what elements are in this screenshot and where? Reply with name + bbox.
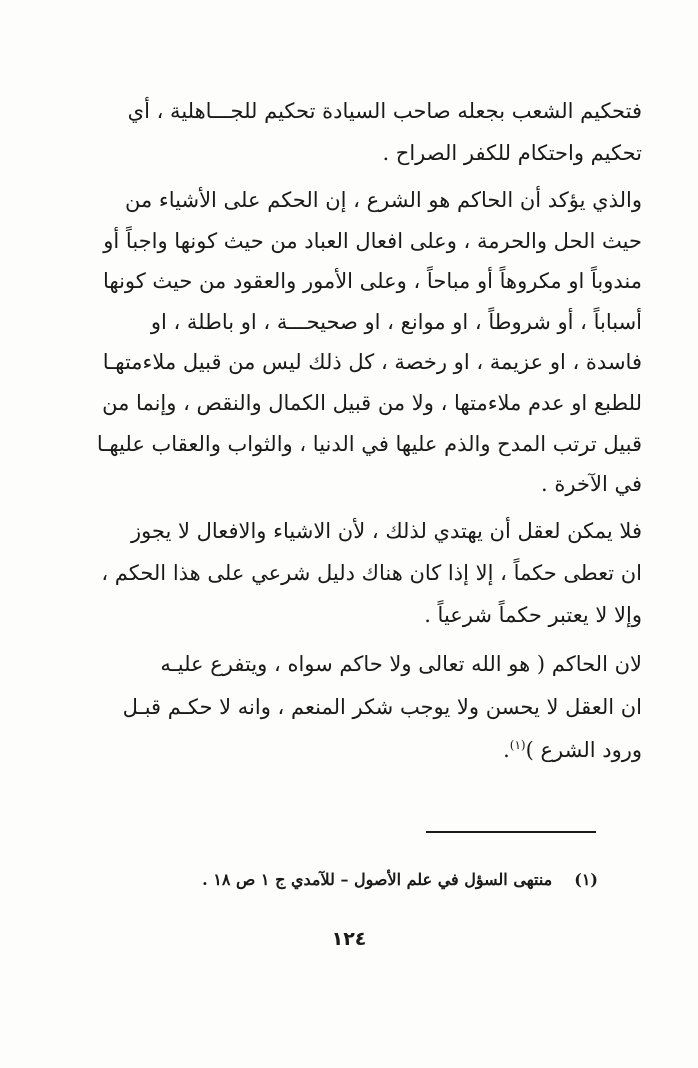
text-line-segment: ورود الشرع ) [525, 738, 642, 762]
text-line: لان الحاكم ( هو الله تعالى ولا حاكم سواه ، ويتفرع عليـه [160, 652, 642, 676]
footnote-divider [426, 831, 596, 833]
text-line: أسباباً ، أو شروطاً ، او موانع ، او صحيحـــة ، او باطلة ، او [150, 309, 642, 334]
footnote-reference[interactable]: (١) [509, 738, 526, 752]
text-line-with-footnote [52, 729, 642, 772]
trailing-period: . [503, 738, 510, 762]
page-number: ١٢٤ [331, 928, 367, 950]
text-line: والذي يؤكد أن الحاكم هو الشرع ، إن الحكم على الأشياء من [124, 188, 642, 212]
text-line: فلا يمكن لعقل أن يهتدي لذلك ، لأن الاشياء والافعال لا يجوز [130, 519, 642, 543]
paragraph-3 [52, 510, 642, 636]
footnote [202, 870, 598, 889]
footnote-text: منتهى السؤل في علم الأصول – للآمدي ج ١ ص ١٨ . [202, 870, 553, 889]
footnote-marker: (١) [574, 870, 598, 889]
paragraph-1 [52, 90, 642, 174]
text-line: قبيل ترتب المدح والذم عليها في الدنيا ، والثواب والعقاب عليهـا [96, 431, 642, 456]
paragraph-2 [52, 180, 642, 505]
text-line: في الآخرة . [541, 472, 642, 497]
text-line: ان العقل لا يحسن ولا يوجب شكر المنعم ، وانه لا حكـم قبـل [122, 695, 642, 719]
text-line: تحكيم واحتكام للكفر الصراح . [382, 141, 642, 165]
text-line: فاسدة ، او عزيمة ، او رخصة ، كل ذلك ليس من قبيل ملاءمتهـا [102, 350, 642, 375]
text-line: ان تعطى حكماً ، إلا إذا كان هناك دليل شرعي على هذا الحكم ، [101, 561, 642, 585]
paragraph-4 [52, 643, 642, 772]
text-line: للطبع او عدم ملاءمتها ، ولا من قبيل الكمال والنقص ، وإنما من [102, 390, 642, 415]
text-line: فتحكيم الشعب بجعله صاحب السيادة تحكيم للجـــاهلية ، أي [127, 99, 642, 123]
text-line: مندوباً او مكروهاً أو مباحاً ، وعلى الأمور والعقود من حيث كونها [102, 269, 642, 294]
text-line: حيث الحل والحرمة ، وعلى افعال العباد من حيث كونها واجباً أو [103, 228, 642, 253]
text-line: وإلا لا يعتبر حكماً شرعياً . [424, 603, 642, 627]
